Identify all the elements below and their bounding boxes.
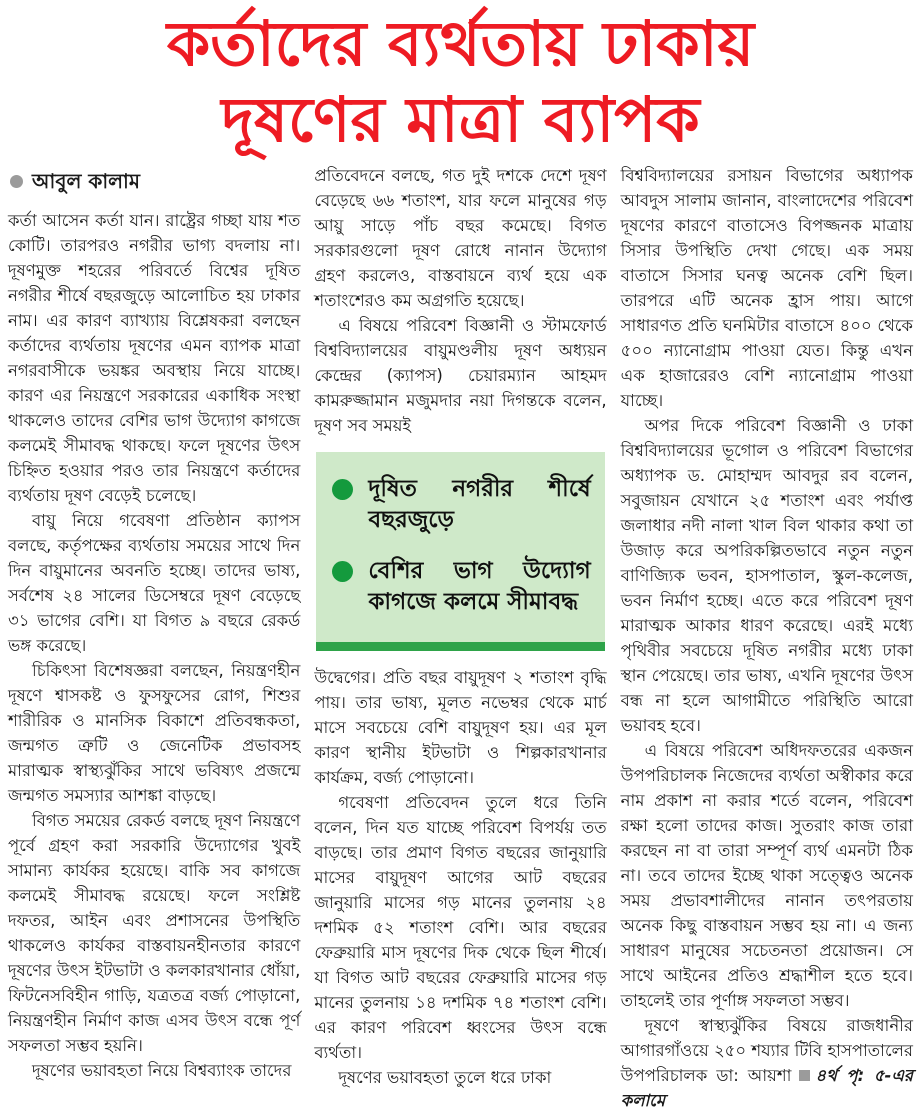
highlight-bullet-item xyxy=(332,474,590,536)
continuation-square-icon xyxy=(799,1070,810,1081)
paragraph: প্রতিবেদনে বলছে, গত দুই দশকে দেশে দূষণ বেড়েছে ৬৬ শতাংশ, যার ফলে মানুষের গড় আয়ু সাড়ে পাঁচ বছর কমেছে। বিগত সরকারগুলো দূষণ রোধে নানান উদ্যোগ গ্রহণ করলেও, বাস্তবায়নে ব্যর্থ হয়ে এক শতাংশেরও কম অগ্রগতি হয়েছে। xyxy=(314,166,607,311)
byline-author: আবুল কালাম xyxy=(32,169,140,194)
paragraph: কর্তা আসেন কর্তা যান। রাষ্ট্রের গচ্ছা যায় শত কোটি। তারপরও নগরীর ভাগ্য বদলায় না। দূষণমুক্ত শহরের পরিবর্তে বিশ্বের দূষিত নগরীর শীর্ষে বছরজুড়ে আলোচিত হয় ঢাকার নাম। এর কারণ ব্যাখ্যায় বিশ্লেষকরা বলছেন কর্তাদের ব্যর্থতায় দূষণের এমন ব্যাপক মাত্রা নগরবাসীকে ভয়ঙ্কর অবস্থায় নিয়ে যাচ্ছে। কারণ এর নিয়ন্ত্রণে সরকারের একাধিক সংস্থা থাকলেও তাদের বেশির ভাগ উদ্যোগ কাগজে কলমেই সীমাবদ্ধ থাকছে। ফলে দূষণের উৎস চিহ্নিত হওয়ার পরও তার নিয়ন্ত্রণে কর্তাদের ব্যর্থতায় দূষণ বেড়েই চলেছে। xyxy=(8,211,301,506)
paragraph: এ বিষয়ে পরিবেশ অধিদফতরের একজন উপপরিচালক নিজেদের ব্যর্থতা অস্বীকার করে নাম প্রকাশ না করার শর্তে বলেন, পরিবেশ রক্ষা হলো তাদের কাজ। সুতরাং কাজ তারা করছেন না বা তারা সম্পূর্ণ ব্যর্থ এমনটা ঠিক না। তবে তাদের ইচ্ছে থাকা সত্ত্বেও অনেক সময় প্রভাবশালীদের নানান তৎপরতায় অনেক কিছু বাস্তবায়ন সম্ভব হয় না। এ জন্য সাধারণ মানুষের সচেতনতা প্রয়োজন। সে সাথে আইনের প্রতিও শ্রদ্ধাশীল হতে হবে। তাহলেই তার পূর্ণাঙ্গ সফলতা সম্ভব। xyxy=(620,741,913,1011)
paragraph: অপর দিকে পরিবেশ বিজ্ঞানী ও ঢাকা বিশ্ববিদ্যালয়ের ভূগোল ও পরিবেশ বিভাগের অধ্যাপক ড. মোহাম্মদ আবদুর রব বলেন, সবুজায়ন যেখানে ২৫ শতাংশ এবং পর্যাপ্ত জলাধার নদী নালা খাল বিল থাকার কথা তা উজাড় করে অপরিকল্পিতভাবে নতুন নতুন বাণিজ্যিক ভবন, হাসপাতাল, স্কুল-কলেজ, ভবন নির্মাণ হচ্ছে। এতে করে পরিবেশ দূষণ মারাত্মক আকার ধারণ করেছে। এরই মধ্যে পৃথিবীর সবচেয়ে দূষিত নগরীর মধ্যে ঢাকা স্থান পেয়েছে। তার ভাষ্য, এখনি দূষণের উৎস বন্ধ না হলে আগামীতে পরিস্থিতি আরো ভয়াবহ হবে। xyxy=(620,416,913,736)
highlight-bullet-text: বেশির ভাগ উদ্যোগ কাগজে কলমে সীমাবদ্ধ xyxy=(368,558,591,616)
column-3 xyxy=(621,163,913,1113)
byline xyxy=(10,169,300,194)
highlight-bullet-text: দূষিত নগরীর শীর্ষে বছরজুড়ে xyxy=(368,476,591,534)
paragraph: চিকিৎসা বিশেষজ্ঞরা বলছেন, নিয়ন্ত্রণহীন দূষণে শ্বাসকষ্ট ও ফুসফুসের রোগ, শিশুর শারীরিক ও মানসিক বিকাশে প্রতিবন্ধকতা, জন্মগত ত্রুটি ও জেনেটিক প্রভাবসহ মারাত্মক স্বাস্থ্যঝুঁকির সাথে ভবিষ্যৎ প্রজন্মে জন্মগত সমস্যার আশঙ্কা বাড়ছে। xyxy=(8,661,301,806)
paragraph: বায়ু নিয়ে গবেষণা প্রতিষ্ঠান ক্যাপস বলছে, কর্তৃপক্ষের ব্যর্থতায় সময়ের সাথে দিন দিন বায়ুমানের অবনতি হচ্ছে। তাদের ভাষ্য, সর্বশেষ ২৪ সালের ডিসেম্বরে দূষণ বেড়েছে ৩১ ভাগের বেশি। যা বিগত ৯ বছরে রেকর্ড ভঙ্গ করেছে। xyxy=(8,511,301,656)
highlight-bullet-item xyxy=(332,556,590,618)
newspaper-article xyxy=(0,6,921,1113)
article-body xyxy=(0,163,921,1113)
continuation-note: ৪র্থ পৃ: ৫-এর কলামে xyxy=(620,1066,913,1111)
highlight-box xyxy=(316,452,604,651)
article-headline xyxy=(8,6,913,157)
headline-line-2: দূষণের মাত্রা ব্যাপক xyxy=(221,82,700,156)
paragraph: উদ্বেগের। প্রতি বছর বায়ুদূষণ ২ শতাংশ বৃদ্ধি পায়। তার ভাষ্য, মূলত নভেম্বর থেকে মার্চ মাসে সবচেয়ে বেশি বায়ুদূষণ হয়। এর মূল কারণ স্থানীয় ইটভাটা ও শিল্পকারখানার কার্যক্রম, বর্জ্য পোড়ানো। xyxy=(314,668,607,788)
paragraph: বিশ্ববিদ্যালয়ের রসায়ন বিভাগের অধ্যাপক আবদুস সালাম জানান, বাংলাদেশের পরিবেশ দূষণের কারণে বাতাসেও বিপজ্জনক মাত্রায় সিসার উপস্থিতি দেখা গেছে। এক সময় বাতাসে সিসার ঘনত্ব অনেক বেশি ছিল। তারপরে এটি অনেক হ্রাস পায়। আগে সাধারণত প্রতি ঘনমিটার বাতাসে ৪০০ থেকে ৫০০ ন্যানোগ্রাম পাওয়া যেত। কিন্তু এখন এক হাজারেরও বেশি ন্যানোগ্রাম পাওয়া যাচ্ছে। xyxy=(620,166,913,411)
paragraph-with-continuation xyxy=(621,1013,913,1113)
paragraph: দূষণের ভয়াবহতা তুলে ধরে ঢাকা xyxy=(338,1068,552,1088)
green-dot-icon xyxy=(332,479,353,500)
paragraph: গবেষণা প্রতিবেদন তুলে ধরে তিনি বলেন, দিন যত যাচ্ছে পরিবেশ বিপর্যয় তত বাড়ছে। তার প্রমাণ বিগত বছরের জানুয়ারি মাসের বায়ুদূষণ আগের আট বছরের জানুয়ারি মাসের গড় মানের তুলনায় ২৪ দশমিক ৫২ শতাংশ বেশি। আর বছরের ফেব্রুয়ারি মাস দূষণের দিক থেকে ছিল শীর্ষে। যা বিগত আট বছরের ফেব্রুয়ারি মাসের গড় মানের তুলনায় ১৪ দশমিক ৭৪ শতাংশ বেশি। এর কারণ পরিবেশ ধ্বংসের উৎস বন্ধে ব্যর্থতা। xyxy=(314,793,607,1063)
paragraph-text: দূষণে স্বাস্থ্যঝুঁকির বিষয়ে রাজধানীর আগারগাঁওয়ে ২৫০ শয্যার টিবি হাসপাতালের উপপরিচালক ডা: আয়শা xyxy=(620,1016,913,1086)
headline-line-1: কর্তাদের ব্যর্থতায় ঢাকায় xyxy=(166,7,755,80)
green-dot-icon xyxy=(332,561,353,582)
paragraph: দূষণের ভয়াবহতা নিয়ে বিশ্বব্যাংক তাদের xyxy=(32,1061,292,1081)
column-2 xyxy=(314,163,606,1090)
column-1 xyxy=(8,163,300,1083)
paragraph: এ বিষয়ে পরিবেশ বিজ্ঞানী ও স্টামফোর্ড বিশ্ববিদ্যালয়ের বায়ুমণ্ডলীয় দূষণ অধ্যয়ন কেন্দ্রের (ক্যাপস) চেয়ারম্যান আহমদ কামরুজ্জামান মজুমদার নয়া দিগন্তকে বলেন, দূষণ সব সময়ই xyxy=(314,316,607,436)
byline-bullet-icon xyxy=(10,175,23,188)
paragraph: বিগত সময়ের রেকর্ড বলছে দূষণ নিয়ন্ত্রণে পূর্বে গ্রহণ করা সরকারি উদ্যোগের খুবই সামান্য কার্যকর হয়েছে। বাকি সব কাগজে কলমেই সীমাবদ্ধ রয়েছে। ফলে সংশ্লিষ্ট দফতর, আইন এবং প্রশাসনের উপস্থিতি থাকলেও কার্যকর বাস্তবায়নহীনতার কারণে দূষণের উৎস ইটভাটা ও কলকারখানার ধোঁয়া, ফিটনেসবিহীন গাড়ি, যত্রতত্র বর্জ্য পোড়ানো, নিয়ন্ত্রণহীন নির্মাণ কাজ এসব উৎস বন্ধে পূর্ণ সফলতা সম্ভব হয়নি। xyxy=(8,811,301,1056)
